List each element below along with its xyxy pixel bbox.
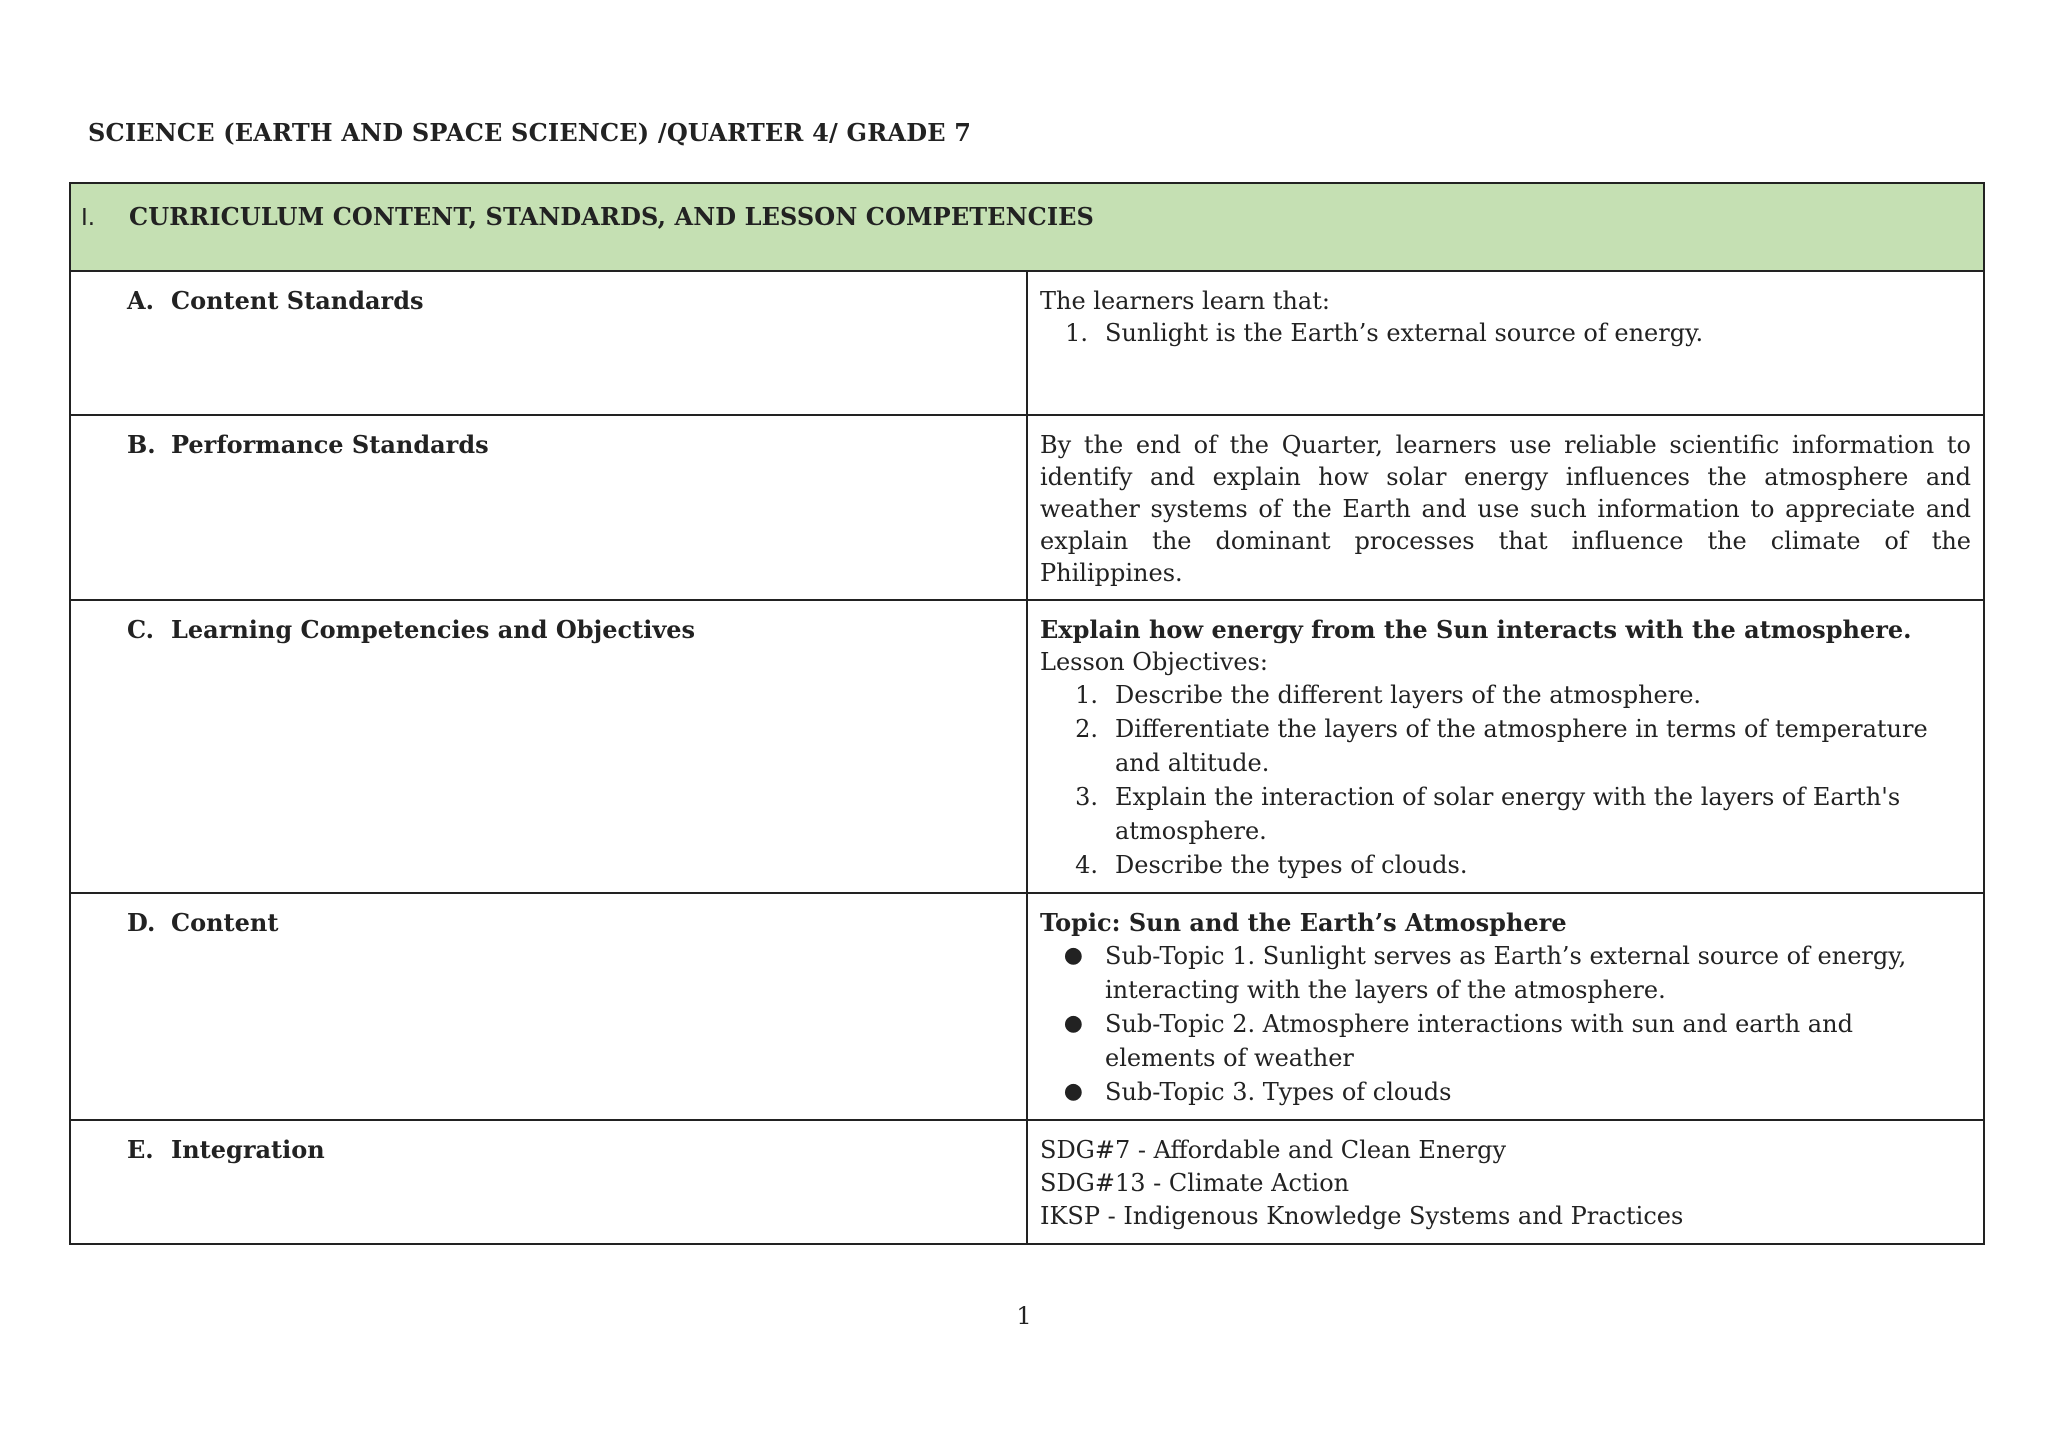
- integration-line: SDG#7 - Affordable and Clean Energy: [1040, 1136, 1506, 1164]
- competency-statement: Explain how energy from the Sun interacts with the atmosphere.: [1040, 615, 1912, 644]
- table-row-content: [70, 893, 1984, 1120]
- list-item-text: Sub-Topic 2. Atmosphere interactions with sun and earth and elements of weather: [1105, 1010, 1853, 1072]
- section-numeral: I.: [81, 205, 96, 231]
- row-label: Performance Standards: [171, 430, 489, 459]
- list-item: [1040, 848, 1971, 882]
- objectives-list: [1040, 678, 1971, 882]
- content-cell-performance-standards: [1027, 415, 1984, 600]
- list-item-text: Differentiate the layers of the atmosphere in terms of temperature and altitude.: [1115, 715, 1928, 777]
- integration-line: IKSP - Indigenous Knowledge Systems and Practices: [1040, 1202, 1684, 1230]
- table-row-content-standards: [70, 271, 1984, 415]
- list-item: [1040, 317, 1971, 349]
- label-cell-learning-competencies: [70, 600, 1027, 893]
- list-item-text: Sub-Topic 3. Types of clouds: [1105, 1078, 1452, 1106]
- list-marker: 4.: [1075, 851, 1098, 879]
- bullet-icon: ●: [1063, 1079, 1083, 1104]
- list-item: [1040, 939, 1971, 1007]
- list-item: [1040, 780, 1971, 848]
- table-row-learning-competencies: [70, 600, 1984, 893]
- row-label: Learning Competencies and Objectives: [171, 615, 696, 644]
- curriculum-table: [69, 182, 1985, 1245]
- document-heading: SCIENCE (EARTH AND SPACE SCIENCE) /QUARTER 4/ GRADE 7: [88, 118, 972, 147]
- list-marker: 2.: [1075, 715, 1098, 743]
- content-cell-content: [1027, 893, 1984, 1120]
- label-cell-content-standards: [70, 271, 1027, 415]
- subtopics-list: [1040, 939, 1971, 1109]
- content-cell-learning-competencies: [1027, 600, 1984, 893]
- row-label: Content: [171, 908, 279, 937]
- page-number: 1: [1016, 1302, 1032, 1330]
- list-item-text: Explain the interaction of solar energy with the layers of Earth's atmosphere.: [1115, 783, 1901, 845]
- list-item: [1040, 712, 1971, 780]
- row-letter: A.: [127, 286, 154, 315]
- list-marker: 1.: [1065, 319, 1088, 347]
- row-label: Content Standards: [171, 286, 424, 315]
- label-cell-content: [70, 893, 1027, 1120]
- list-item: [1040, 1007, 1971, 1075]
- list-item-text: Sub-Topic 1. Sunlight serves as Earth’s external source of energy, interacting with the layers of the atmosphere.: [1105, 942, 1907, 1004]
- content-cell-content-standards: [1027, 271, 1984, 415]
- row-letter: E.: [127, 1135, 154, 1164]
- row-letter: D.: [127, 908, 156, 937]
- section-header-cell: [70, 183, 1984, 271]
- bullet-icon: ●: [1063, 943, 1083, 968]
- label-cell-integration: [70, 1120, 1027, 1244]
- row-letter: B.: [127, 430, 156, 459]
- objectives-label: Lesson Objectives:: [1040, 648, 1268, 676]
- list-item: [1040, 1075, 1971, 1109]
- table-row-integration: [70, 1120, 1984, 1244]
- row-letter: C.: [127, 615, 155, 644]
- list-marker: 1.: [1075, 681, 1098, 709]
- list-marker: 3.: [1075, 783, 1098, 811]
- integration-line: SDG#13 - Climate Action: [1040, 1169, 1350, 1197]
- table-row-performance-standards: [70, 415, 1984, 600]
- row-label: Integration: [171, 1135, 325, 1164]
- label-cell-performance-standards: [70, 415, 1027, 600]
- section-title: CURRICULUM CONTENT, STANDARDS, AND LESSON COMPETENCIES: [129, 202, 1094, 231]
- performance-standards-text: By the end of the Quarter, learners use reliable scientific information to identify and explain how solar energy influences the atmosphere and weather systems of the Earth and use such information to appreciate and explain the dominant processes that influence the climate of the Philippines.: [1040, 431, 1971, 587]
- topic-title: Topic: Sun and the Earth’s Atmosphere: [1040, 908, 1567, 937]
- list-item-text: Describe the types of clouds.: [1115, 851, 1468, 879]
- list-item: [1040, 678, 1971, 712]
- list-item-text: Describe the different layers of the atmosphere.: [1115, 681, 1702, 709]
- content-cell-integration: [1027, 1120, 1984, 1244]
- section-header-row: [70, 183, 1984, 271]
- content-standards-list: [1040, 317, 1971, 349]
- content-standards-intro: The learners learn that:: [1040, 287, 1330, 315]
- list-item-text: Sunlight is the Earth’s external source of energy.: [1105, 319, 1704, 347]
- bullet-icon: ●: [1063, 1011, 1083, 1036]
